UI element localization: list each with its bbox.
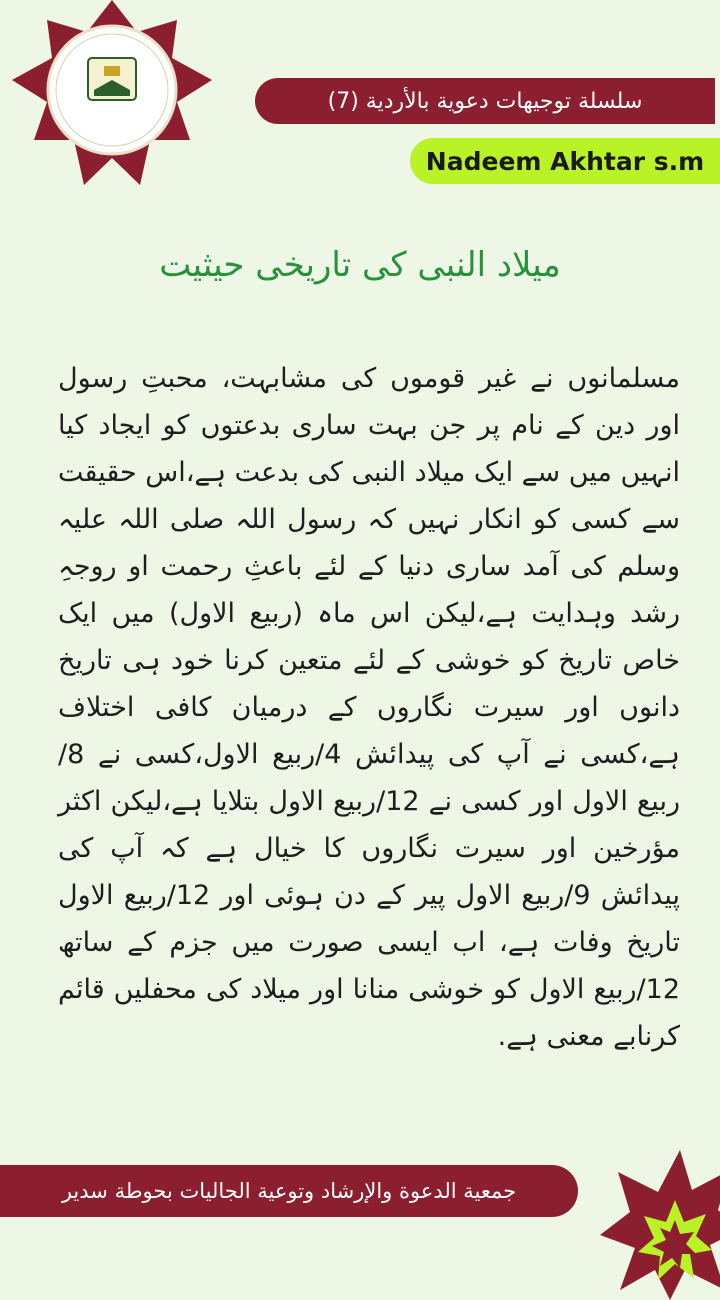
series-title-banner — [255, 78, 715, 124]
series-title: سلسلة توجيهات دعوية بالأردية (7) — [327, 88, 643, 114]
corner-decoration — [600, 1150, 720, 1300]
article-title: میلاد النبی کی تاریخی حیثیت — [159, 245, 561, 285]
starburst-icon — [600, 1150, 720, 1300]
article-body: مسلمانوں نے غیر قوموں کی مشابہت، محبتِ رسول اور دین کے نام پر جن بہت ساری بدعتوں کو ایجاد کیا انہیں میں سے ایک میلاد النبی کی بدعت ہے،اس حقیقت سے کسی کو انکار نہیں کہ رسول اللہ صلی اللہ علیہ وسلم کی آمد ساری دنیا کے لئے باعثِ رحمت او روجہِ رشد وہدایت ہے،لیکن اس ماہ (ربیع الاول) میں ایک خاص تاریخ کو خوشی کے لئے متعین کرنا خود ہی تاریخ دانوں اور سیرت نگاروں کے درمیان کافی اختلاف ہے،کسی نے آپ کی پیدائش 4/ربیع الاول،کسی نے 8/ربیع الاول اور کسی نے 12/ربیع الاول بتلایا ہے،لیکن اکثر مؤرخین اور سیرت نگاروں کا خیال ہے کہ آپ کی پیدائش 9/ربیع الاول پیر کے دن ہوئی اور 12/ربیع الاول تاریخ وفات ہے، اب ایسی صورت میں جزم کے ساتھ 12/ربیع الاول کو خوشی منانا اور میلاد کی محفلیں قائم کرنابے معنی ہے. — [58, 363, 680, 1052]
footer-banner — [0, 1165, 578, 1217]
author-name: Nadeem Akhtar s.m — [425, 146, 705, 176]
organization-seal-icon — [12, 0, 212, 195]
organization-name: جمعية الدعوة والإرشاد وتوعية الجاليات بحوطة سدير — [61, 1179, 517, 1203]
author-banner — [410, 138, 720, 184]
organization-logo — [12, 0, 212, 195]
